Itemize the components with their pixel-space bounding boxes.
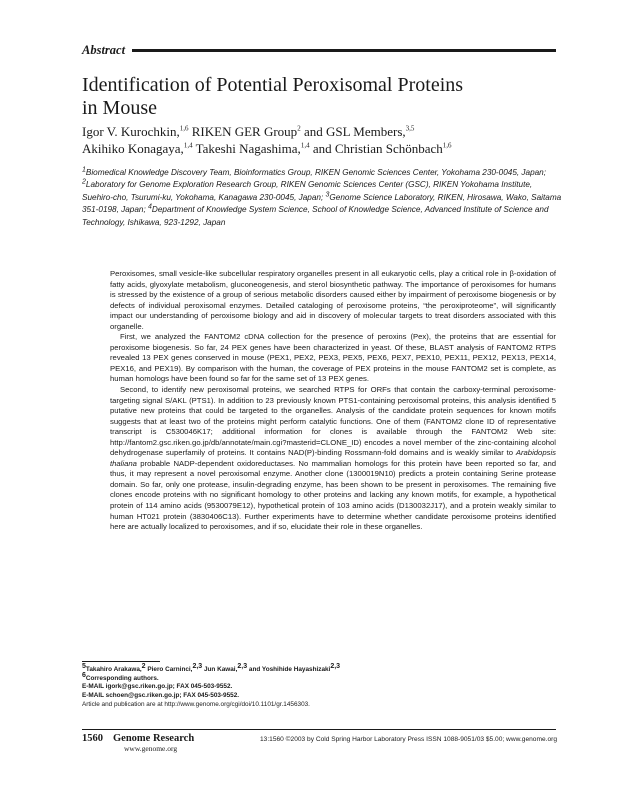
- author-affil-sup: 1,6: [179, 124, 189, 133]
- footnote-email-1: E-MAIL igork@gsc.riken.go.jp; FAX 045-503-9552.: [82, 683, 233, 691]
- affiliation: Genome Science Laboratory, RIKEN, Hirosawa, Wako, Saitama 351-0198, Japan;: [82, 192, 562, 215]
- author-list: [82, 123, 562, 157]
- author-name: Akihiko Konagaya,: [82, 141, 184, 156]
- author-name: Takeshi Nagashima,: [192, 141, 301, 156]
- article-title: [82, 74, 562, 120]
- footnote-text: Takahiro Arakawa,: [85, 666, 142, 673]
- author-affil-sup: 3,5: [405, 124, 415, 133]
- paragraph-text: Second, to identify new peroxisomal proteins, we searched RTPS for ORFs that contain the carboxy-terminal peroxisome-targeting signal S/AKL (PTS1). In addition to 23 previously known PTS1-containing peroxisomal proteins, this analysis identified 5 putative new proteins that could be targeted to the organelles. Analysis of the candidate protein sequences for known motifs suggests that at least two of the proteins might perform catalytic functions. One of them (FANTOM2 clone ID of representative transcript is C530046K17; additional information for clones is available through the FANTOM2 Web site: http://fantom2.gsc.riken.go.jp/db/annotate/main.cgi?masterid=CLONE_ID) encodes a novel member of the zinc-containing alcohol dehydrogenase superfamily of proteins. It contains NAD(P)-binding Rossmann-fold domains and is weakly similar to: [110, 385, 556, 458]
- title-line-1: Identification of Potential Peroxisomal Proteins: [82, 74, 464, 96]
- footnote-sup: 2,3: [192, 662, 203, 670]
- footer-rule: [82, 729, 556, 730]
- affiliation: Department of Knowledge System Science, School of Knowledge Science, Advanced Institute of Science and Technology, Ishikawa, 923-1292, Japan: [82, 205, 549, 227]
- affil-sup: 4: [148, 203, 152, 211]
- footnote-corresponding: [82, 671, 552, 684]
- author-affil-sup: 1,4: [183, 141, 193, 150]
- affiliation: Biomedical Knowledge Discovery Team, Bioinformatics Group, RIKEN Genomic Sciences Center, Yokohama 230-0045, Japan;: [85, 168, 547, 177]
- affiliation: Laboratory for Genome Exploration Research Group, RIKEN Genomic Sciences Center (GSC), RIKEN Yokohama Institute, Suehiro-cho, Tsurumi-ku, Yokohama, Kanagawa 230-0045, Japan;: [82, 180, 533, 202]
- abstract-paragraph-3: [110, 385, 556, 533]
- footnote-doi: Article and publication are at http://www.genome.org/cgi/doi/10.1101/gr.1456303.: [82, 700, 310, 708]
- affil-sup: 2: [82, 178, 86, 186]
- affiliations: [82, 167, 562, 229]
- author-name: and Christian Schönbach: [309, 141, 443, 156]
- footnotes: [82, 662, 552, 710]
- affil-sup: 1: [82, 166, 86, 174]
- footnote-text: Piero Carninci,: [145, 666, 193, 673]
- section-label: Abstract: [82, 43, 126, 57]
- abstract-paragraph-1: Peroxisomes, small vesicle-like subcellular respiratory organelles present in all eukaryotic cells, play a critical role in β-oxidation of fatty acids, glyoxylate metabolism, gluconeogenesis, and sterol biosynthetic pathway. The importance of peroxisomes for humans is stressed by the existence of a group of serious metabolic disorders caused either by impairment of peroxisome biogenesis or by defects of individual peroxisomal enzymes. Detailed cataloging of peroxisome proteins, “the peroxiproteome”, will significantly impact our understanding of peroxisome biology and aid in discovery of molecular targets to treat disorders associated with this organelle.: [110, 269, 556, 331]
- author-affil-sup: 1,4: [300, 141, 310, 150]
- page-number: 1560: [82, 733, 103, 744]
- author-affil-sup: 1,6: [442, 141, 452, 150]
- footnote-gsl-members: [82, 662, 552, 675]
- abstract-paragraph-2: First, we analyzed the FANTOM2 cDNA collection for the presence of peroxins (Pex), the proteins that are essential for peroxisome biogenesis. So far, 24 PEX genes have been characterized in yeast. Of these, BLAST analysis of FANTOM2 RTPS revealed 13 PEX genes conserved in mouse (PEX1, PEX2, PEX3, PEX5, PEX6, PEX7, PEX10, PEX11, PEX12, PEX13, PEX14, PEX16, and PEX19). By comparison with the human, the coverage of PEX proteins in the mouse FANTOM2 set is complete, as human homologs have been found so far for the same set of 13 PEX genes.: [110, 332, 556, 384]
- journal-url: www.genome.org: [124, 744, 178, 753]
- footnote-sup: 5: [82, 662, 86, 670]
- footnote-text: and Yoshihide Hayashizaki: [247, 666, 331, 673]
- footnote-sup: 2: [141, 662, 146, 670]
- author-name: and GSL Members,: [300, 124, 406, 139]
- title-line-2: in Mouse: [82, 97, 157, 119]
- author-name: RIKEN GER Group: [188, 124, 298, 139]
- footnote-text: Corresponding authors.: [85, 674, 159, 682]
- footnote-rule: [82, 661, 160, 662]
- section-rule: [132, 49, 556, 52]
- abstract-body: [110, 269, 556, 533]
- footnote-sup: 6: [82, 671, 86, 679]
- footnote-sup: 2,3: [237, 662, 248, 670]
- footnote-sup: 2,3: [330, 662, 341, 670]
- journal-name: Genome Research: [113, 733, 195, 744]
- author-name: Igor V. Kurochkin,: [82, 124, 180, 139]
- copyright-line: 13:1560 ©2003 by Cold Spring Harbor Laboratory Press ISSN 1088-9051/03 $5.00; www.genome.org: [260, 736, 557, 743]
- paragraph-text: probable NADP-dependent oxidoreductases. No mammalian homologs for this protein have been reported so far, and thus, it may represent a novel peroxisomal enzyme. Another clone (1300019N10) predicts a protein containing Serine protease domain. So far, only one protease, insulin-degrading enzyme, has been shown to be present in peroxisomes. The remaining five clones encode proteins with no significant homology to other proteins and lacking any known motifs, for example, a hypothetical protein of 114 amino acids (9530079E12), hypothetical protein of 103 amino acids (D130032J17), and a protein weakly similar to human HT021 protein (3830406C13). Further experiments have to determine whether candidate peroxisome proteins identified here are actually localized to peroxisomes, and if so, elucidate their role in these organelles.: [110, 458, 556, 532]
- affil-sup: 3: [325, 191, 330, 199]
- species-name: Arabidopsis thaliana: [110, 448, 556, 468]
- author-affil-sup: 2: [297, 124, 301, 133]
- footnote-text: Jun Kawai,: [202, 666, 238, 673]
- footnote-email-2: E-MAIL schoen@gsc.riken.go.jp; FAX 045-503-9552.: [82, 692, 240, 700]
